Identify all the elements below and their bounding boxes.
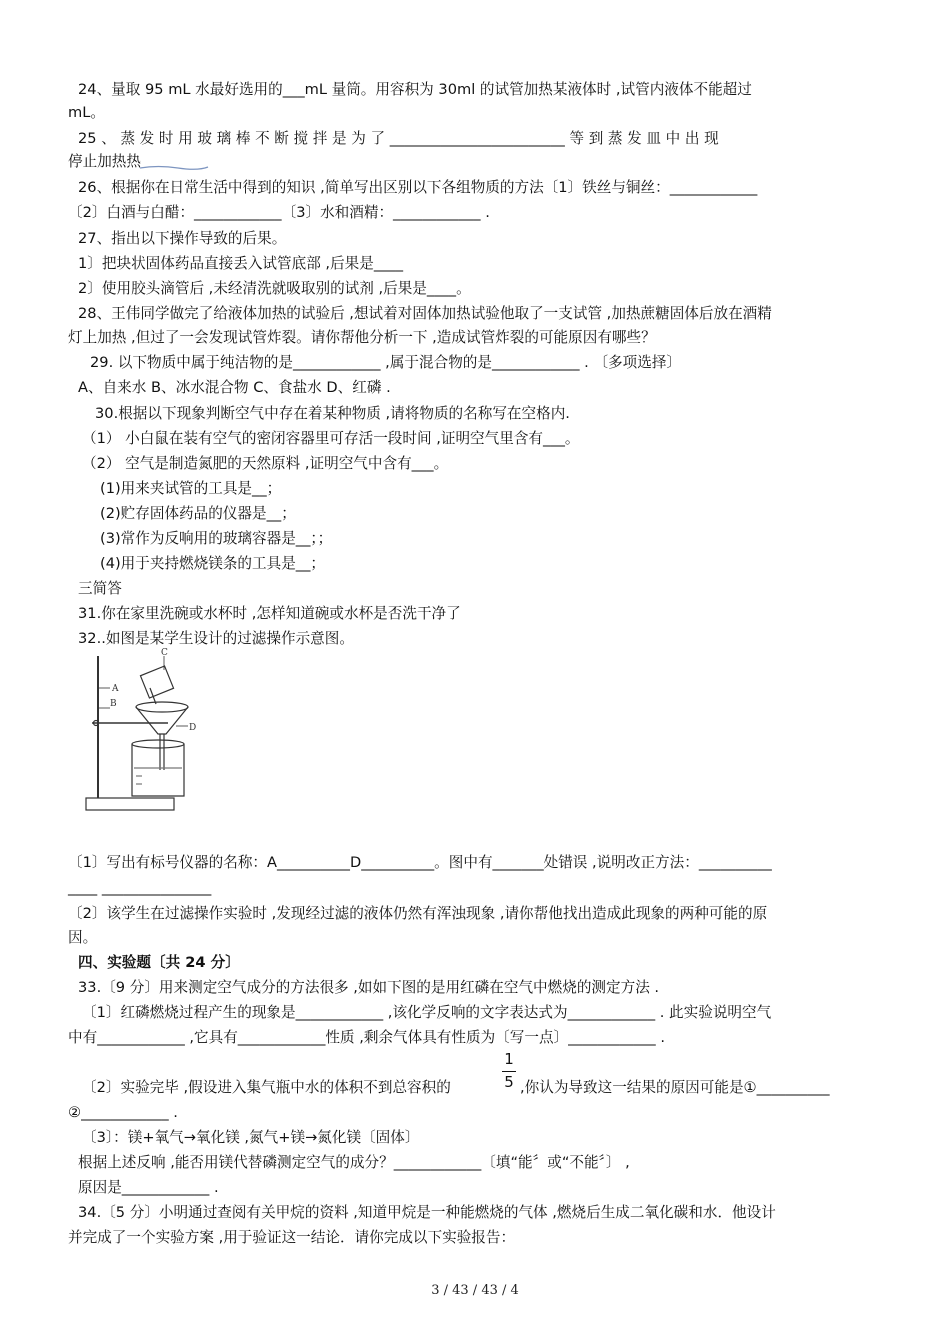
q32-part1-line2: ____ _______________ bbox=[68, 879, 212, 896]
instrument-q4: (4)用于夹持燃烧镁条的工具是__； bbox=[100, 555, 325, 572]
q32-part2-line2: 因。 bbox=[68, 929, 98, 946]
q30-item2: （2） 空气是制造氮肥的天然原料 ,证明空气中含有___。 bbox=[82, 455, 449, 472]
q29-question: 29. 以下物质中属于纯洁物的是____________ ,属于混合物的是____________ . 〔多项选择〕 bbox=[90, 354, 682, 371]
instrument-q3: (3)常作为反响用的玻璃容器是__；； bbox=[100, 530, 333, 547]
q27-item2: 2〕使用胶头滴管后 ,未经清洗就吸取别的试剂 ,后果是____。 bbox=[78, 280, 471, 297]
q30-item1: （1） 小白鼠在装有空气的密闭容器里可存活一段时间 ,证明空气里含有___。 bbox=[82, 430, 580, 447]
label-d: D bbox=[189, 723, 197, 733]
q28-line1: 28、王伟同学做完了给液体加热的试验后 ,想试着对固体加热试验他取了一支试管 ,加热蔗糖固体后放在酒精 bbox=[78, 305, 772, 322]
q25-line1: 25 、 蒸 发 时 用 玻 璃 棒 不 断 搅 拌 是 为 了 ________________________ 等 到 蒸 发 皿 中 出 现 bbox=[78, 130, 719, 147]
section-heading-3: 三简答 bbox=[78, 580, 122, 597]
label-b: B bbox=[110, 699, 117, 709]
q34-line1: 34.〔5 分〕小明通过查阅有关甲烷的资料 ,知道甲烷是一种能燃烧的气体 ,燃烧后生成二氧化碳和水．他设计 bbox=[78, 1204, 776, 1221]
q30-title: 30.根据以下现象判断空气中存在着某种物质 ,请将物质的名称写在空格内. bbox=[95, 405, 570, 422]
q33-part1-line2: 中有____________ ,它具有____________性质 ,剩余气体具有性质为〔写一点〕____________ . bbox=[68, 1029, 665, 1046]
q27-item1: 1〕把块状固体药品直接丢入试管底部 ,后果是____ bbox=[78, 255, 404, 272]
fraction-denominator: 5 bbox=[504, 1073, 514, 1091]
pouring-beaker bbox=[140, 666, 173, 698]
q29-options: A、自来水 B、冰水混合物 C、食盐水 D、红磷 . bbox=[78, 379, 391, 396]
instrument-q1: (1)用来夹试管的工具是__； bbox=[100, 480, 282, 497]
q33-part2-text: 〔2〕实验完毕 ,假设进入集气瓶中水的体积不到总容积的 bbox=[82, 1079, 451, 1096]
q33-part1-line1: 〔1〕红磷燃烧过程产生的现象是____________ ,该化学反响的文字表达式为____________ . 此实验说明空气 bbox=[82, 1004, 772, 1021]
q24-line2: mL。 bbox=[68, 104, 105, 121]
q33-part3-line1: 〔3〕：镁+氧气→氧化镁 ,氮气+镁→氮化镁〔固体〕 bbox=[82, 1129, 420, 1146]
q33-part2-line2: ②____________ . bbox=[68, 1104, 178, 1121]
q33-title: 33.〔9 分〕用来测定空气成分的方法很多 ,如如下图的是用红磷在空气中燃烧的测定方法 . bbox=[78, 979, 660, 996]
stand-base bbox=[86, 798, 174, 810]
fraction-numerator: 1 bbox=[504, 1050, 514, 1068]
q33-part3-line2: 根据上述反响 ,能否用镁代替磷测定空气的成分？____________〔填“能〞或“不能〞〕 , bbox=[78, 1154, 630, 1171]
beaker bbox=[132, 744, 184, 796]
q32-part1-line1: 〔1〕写出有标号仪器的名称：A__________D__________。图中有_______处错误 ,说明改正方法：__________ bbox=[68, 854, 772, 871]
q34-line2: 并完成了一个实验方案 ,用于验证这一结论．请你完成以下实验报告： bbox=[68, 1229, 516, 1246]
label-c: C bbox=[161, 648, 168, 658]
filtration-apparatus-figure bbox=[78, 648, 198, 826]
q24-line1: 24、量取 95 mL 水最好选用的___mL 量筒。用容积为 30ml 的试管加热某液体时 ,试管内液体不能超过 bbox=[78, 81, 752, 98]
q27-title: 27、指出以下操作导致的后果。 bbox=[78, 230, 287, 247]
funnel-rim bbox=[136, 702, 188, 712]
q33-part3-line3: 原因是____________ . bbox=[78, 1179, 219, 1196]
q32-question: 32..如图是某学生设计的过滤操作示意图。 bbox=[78, 630, 354, 647]
q31-question: 31.你在家里洗碗或水杯时 ,怎样知道碗或水杯是否洗干净了 bbox=[78, 605, 461, 622]
page-footer: 3 / 43 / 43 / 4 bbox=[431, 1283, 519, 1298]
q26-line1: 26、根据你在日常生活中得到的知识 ,简单写出区别以下各组物质的方法〔1〕铁丝与铜丝：____________ bbox=[78, 179, 758, 196]
q33-part2-rest: ,你认为导致这一结果的原因可能是①__________ bbox=[520, 1079, 830, 1096]
beaker-rim bbox=[132, 740, 184, 748]
instrument-q2: (2)贮存固体药品的仪器是__； bbox=[100, 505, 296, 522]
q28-line2: 灯上加热 ,但过了一会发现试管炸裂。请你帮他分析一下 ,造成试管炸裂的可能原因有哪些？ bbox=[68, 329, 656, 346]
fraction-bar bbox=[502, 1071, 516, 1072]
q25-line2: 停止加热热 bbox=[68, 153, 141, 170]
q32-part2-line1: 〔2〕该学生在过滤操作实验时 ,发现经过滤的液体仍然有浑浊现象 ,请你帮他找出造成此现象的两种可能的原 bbox=[68, 905, 768, 922]
q26-line2: 〔2〕白酒与白醋：____________〔3〕水和酒精：____________ . bbox=[68, 204, 490, 221]
handwritten-underline bbox=[138, 163, 210, 171]
label-a: A bbox=[112, 684, 119, 694]
section-heading-4: 四、实验题〔共 24 分〕 bbox=[78, 954, 240, 971]
